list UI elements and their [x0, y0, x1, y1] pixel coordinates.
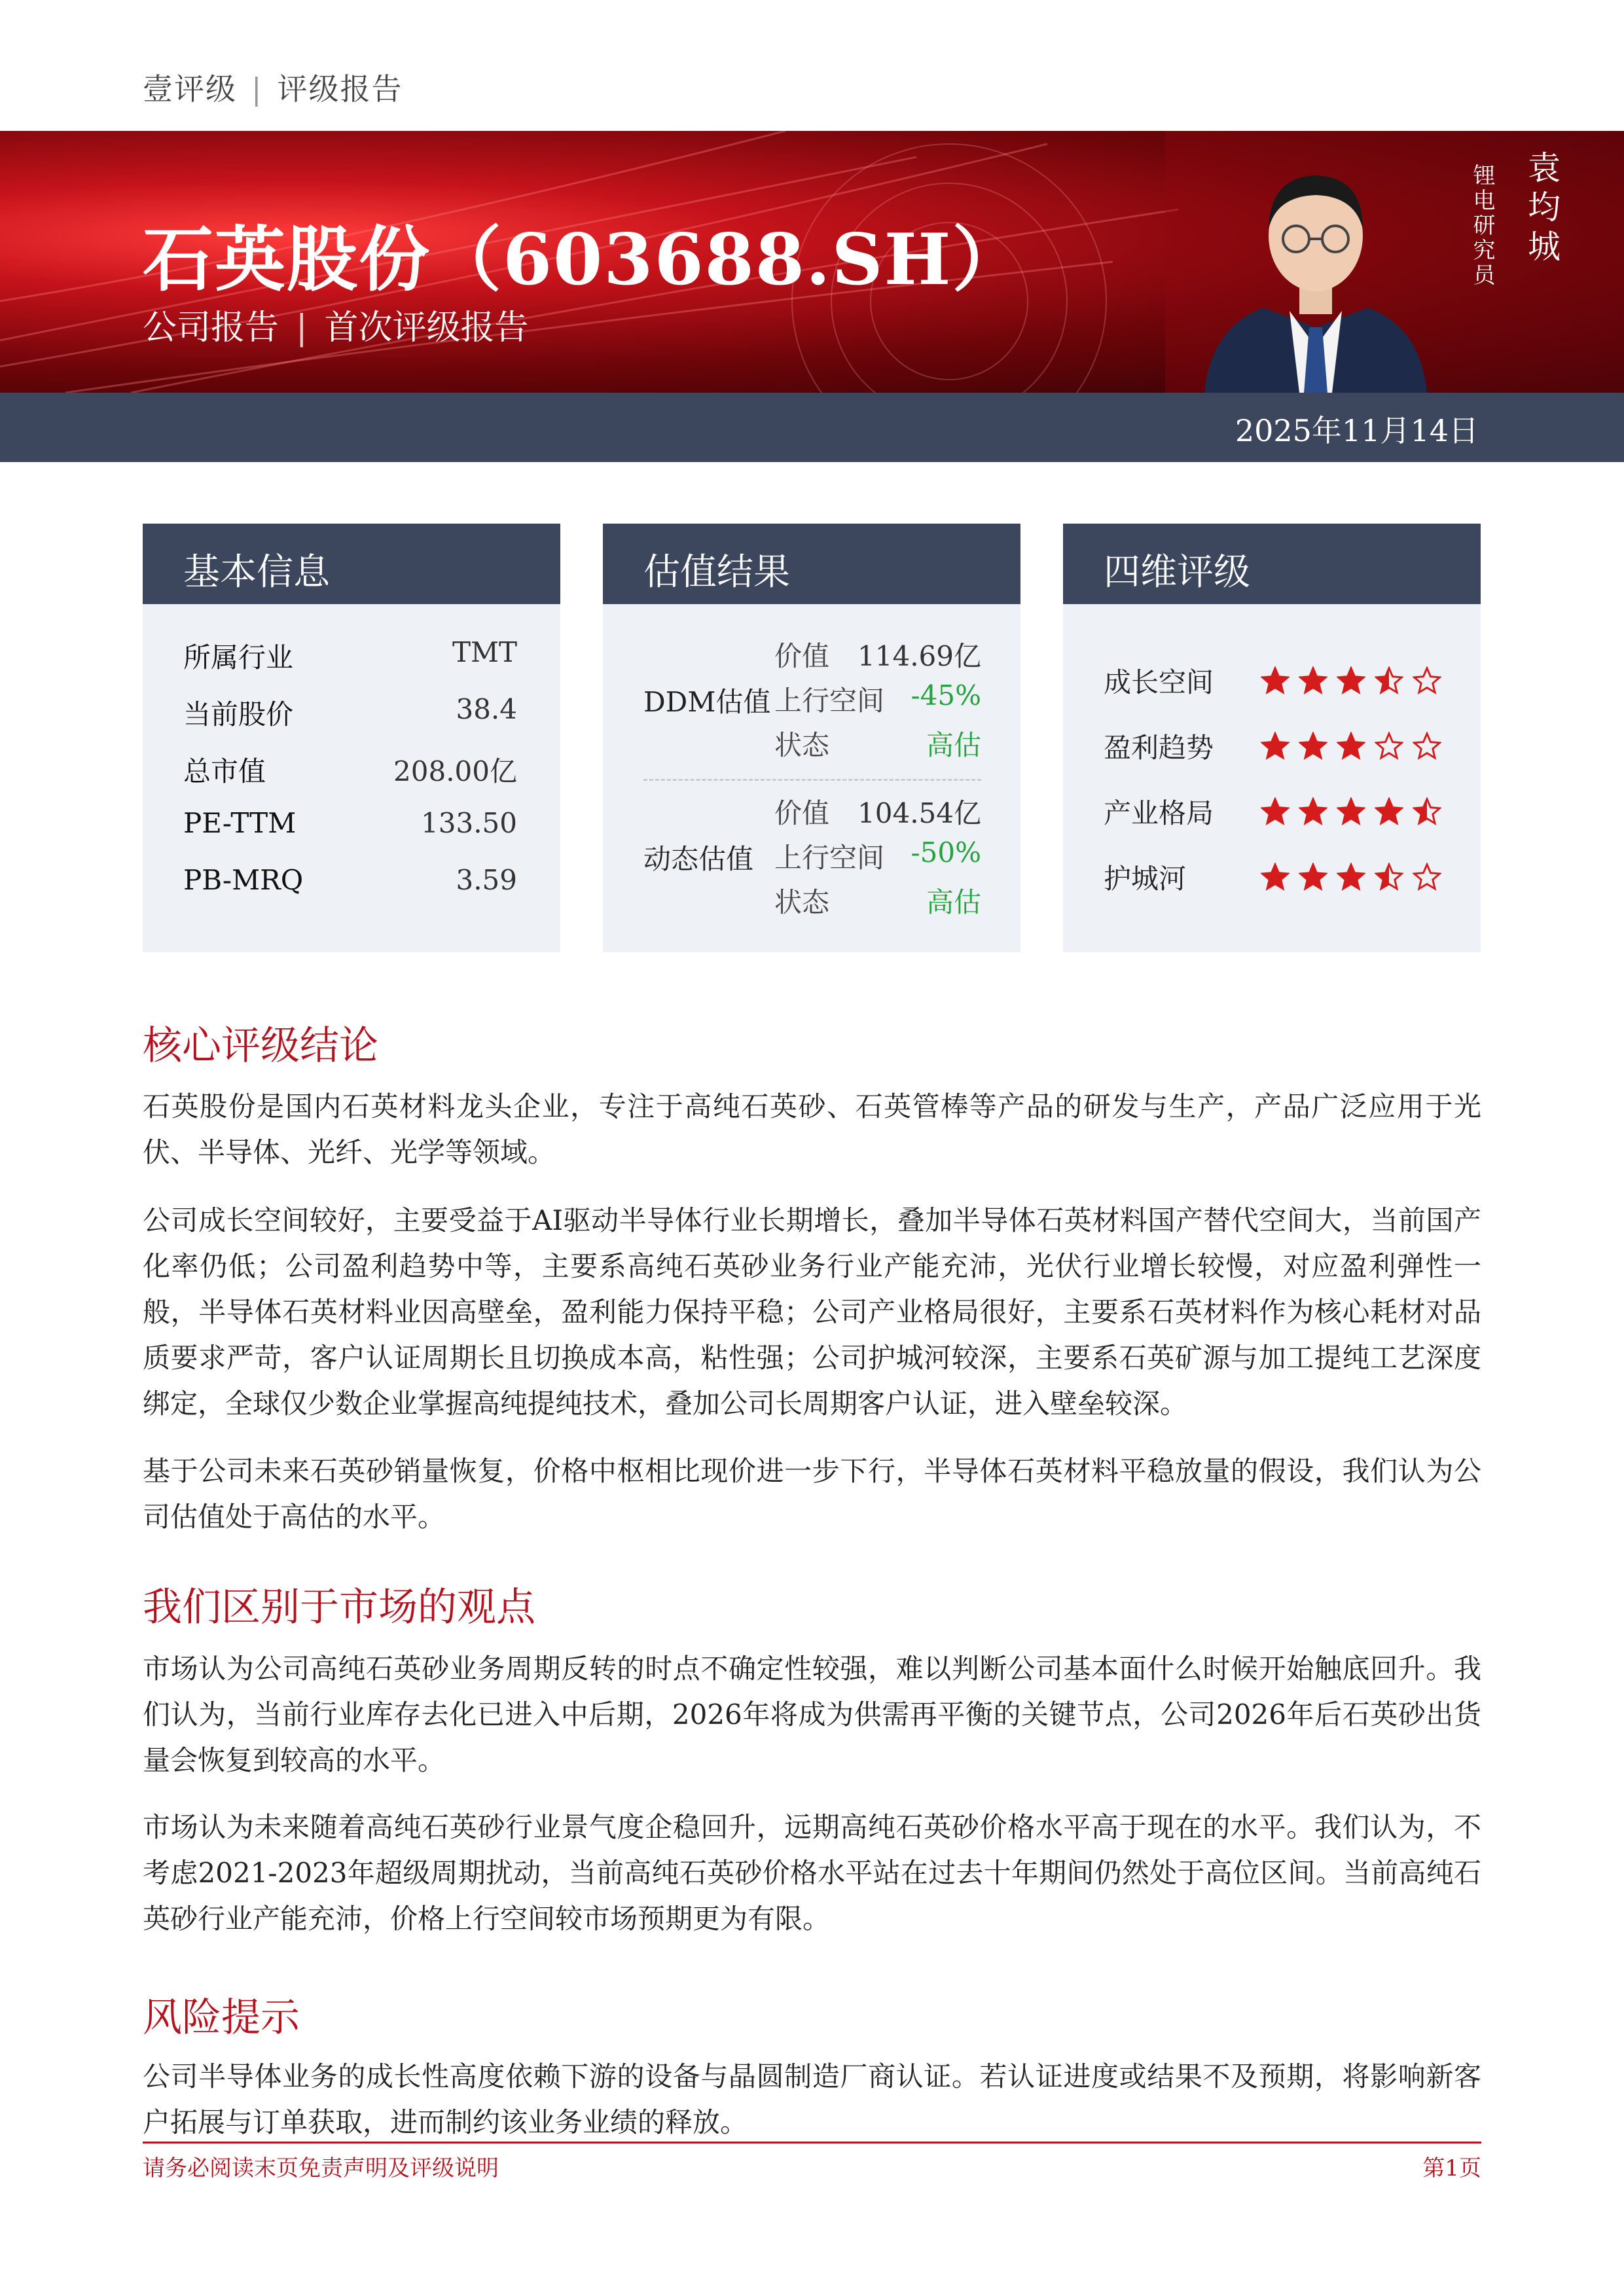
- section-heading-risk: 风险提示: [143, 1995, 300, 2041]
- star-full-icon: [1261, 797, 1290, 826]
- star-empty-icon: [1413, 666, 1441, 695]
- section-heading-core: 核心评级结论: [143, 1023, 378, 1069]
- star-full-icon: [1375, 797, 1403, 826]
- brand-name: 壹评级: [143, 71, 237, 107]
- valuation-line: [774, 881, 981, 920]
- info-value: 38.4: [456, 693, 517, 725]
- info-label: 总市值: [183, 755, 266, 787]
- rating-row: [1104, 726, 1441, 766]
- rating-label: 护城河: [1104, 863, 1187, 895]
- paragraph: 基于公司未来石英砂销量恢复，价格中枢相比现价进一步下行，半导体石英材料平稳放量的假设，我们认为公司估值处于高估的水平。: [143, 1455, 1481, 1533]
- info-label: 所属行业: [183, 641, 294, 673]
- footer-divider: [143, 2142, 1481, 2144]
- star-half-icon: [1375, 863, 1403, 891]
- star-empty-icon: [1375, 732, 1403, 761]
- star-full-icon: [1337, 666, 1365, 695]
- analyst-info: [1466, 151, 1565, 288]
- star-rating: [1261, 732, 1441, 761]
- valuation-line: [774, 724, 981, 763]
- value-label: 价值: [774, 797, 830, 829]
- valuation-line: [774, 635, 981, 674]
- valuation-method: DDM估值: [643, 686, 771, 718]
- rating-row: [1104, 661, 1441, 700]
- star-rating: [1261, 797, 1441, 826]
- top-brand-bar: [143, 65, 403, 109]
- report-category: 公司报告: [143, 308, 280, 348]
- card-title: 基本信息: [143, 524, 560, 604]
- section-heading-view: 我们区别于市场的观点: [143, 1585, 535, 1630]
- star-full-icon: [1261, 732, 1290, 761]
- valuation-method: 动态估值: [643, 843, 754, 875]
- valuation-line: [774, 792, 981, 831]
- section-name: 评级报告: [277, 71, 403, 107]
- star-full-icon: [1337, 863, 1365, 891]
- analyst-role: 锂电研究员: [1469, 164, 1495, 288]
- separator: |: [251, 71, 263, 107]
- rating-label: 产业格局: [1104, 797, 1214, 829]
- info-value: 208.00亿: [393, 755, 517, 787]
- analyst-name: 袁均城: [1523, 151, 1561, 268]
- info-label: 当前股价: [183, 698, 294, 730]
- star-full-icon: [1261, 666, 1290, 695]
- value-amount: 104.54亿: [857, 797, 981, 829]
- upside-label: 上行空间: [774, 685, 885, 717]
- value-label: 价值: [774, 640, 830, 672]
- report-banner: [0, 131, 1624, 393]
- paragraph: 市场认为公司高纯石英砂业务周期反转的时点不确定性较强，难以判断公司基本面什么时候开始触底回升。我们认为，当前行业库存去化已进入中后期，2026年将成为供需再平衡的关键节点，公司2026年后石英砂出货量会恢复到较高的水平。: [143, 1653, 1481, 1776]
- report-date: 2025年11月14日: [1235, 413, 1479, 448]
- dashed-divider: [643, 779, 981, 781]
- valuation-line: [774, 679, 981, 719]
- state-value: 高估: [926, 729, 981, 761]
- report-rating-type: 首次评级报告: [324, 308, 529, 348]
- info-value: TMT: [452, 636, 517, 668]
- upside-value: -50%: [911, 836, 981, 869]
- report-type: [143, 300, 529, 349]
- info-row: [183, 693, 517, 732]
- star-rating: [1261, 863, 1441, 891]
- card-title: 估值结果: [603, 524, 1020, 604]
- info-row: [183, 864, 517, 896]
- star-full-icon: [1261, 863, 1290, 891]
- state-label: 状态: [774, 729, 830, 761]
- star-full-icon: [1299, 797, 1327, 826]
- upside-label: 上行空间: [774, 842, 885, 874]
- paragraph: 市场认为未来随着高纯石英砂行业景气度企稳回升，远期高纯石英砂价格水平高于现在的水平。我们认为，不考虑2021-2023年超级周期扰动，当前高纯石英砂价格水平站在过去十年期间仍然处于高位区间。当前高纯石英砂行业产能充沛，价格上行空间较市场预期更为有限。: [143, 1811, 1481, 1935]
- state-value: 高估: [926, 886, 981, 918]
- analyst-portrait: [1191, 131, 1440, 393]
- state-label: 状态: [774, 886, 830, 918]
- info-row: [183, 807, 517, 839]
- star-full-icon: [1299, 666, 1327, 695]
- star-full-icon: [1337, 797, 1365, 826]
- info-value: 133.50: [421, 807, 517, 839]
- info-row: [183, 750, 517, 789]
- separator: |: [296, 308, 308, 348]
- rating-label: 盈利趋势: [1104, 732, 1214, 764]
- star-full-icon: [1299, 732, 1327, 761]
- rating-row: [1104, 792, 1441, 831]
- paragraph: 公司半导体业务的成长性高度依赖下游的设备与晶圆制造厂商认证。若认证进度或结果不及预期，将影响新客户拓展与订单获取，进而制约该业务业绩的释放。: [143, 2060, 1481, 2138]
- value-amount: 114.69亿: [857, 640, 981, 672]
- page-number: 第1页: [1422, 2155, 1481, 2181]
- paragraph: 公司成长空间较好，主要受益于AI驱动半导体行业长期增长，叠加半导体石英材料国产替代空间大，当前国产化率仍低；公司盈利趋势中等，主要系高纯石英砂业务行业产能充沛，光伏行业增长较慢，对应盈利弹性一般，半导体石英材料业因高壁垒，盈利能力保持平稳；公司产业格局很好，主要系石英材料作为核心耗材对品质要求严苛，客户认证周期长且切换成本高，粘性强；公司护城河较深，主要系石英矿源与加工提纯工艺深度绑定，全球仅少数企业掌握高纯提纯技术，叠加公司长周期客户认证，进入壁垒较深。: [143, 1204, 1481, 1420]
- basic-info-card: [143, 524, 560, 952]
- info-label: PB-MRQ: [183, 864, 304, 896]
- star-full-icon: [1299, 863, 1327, 891]
- card-title: 四维评级: [1063, 524, 1481, 604]
- valuation-line: [774, 836, 981, 876]
- upside-value: -45%: [911, 679, 981, 711]
- info-label: PE-TTM: [183, 807, 297, 839]
- info-value: 3.59: [456, 864, 517, 896]
- rating-card: [1063, 524, 1481, 952]
- disclaimer-note: 请务必阅读末页免责声明及评级说明: [143, 2155, 499, 2181]
- star-full-icon: [1337, 732, 1365, 761]
- rating-row: [1104, 857, 1441, 897]
- date-bar: [0, 393, 1624, 462]
- rating-label: 成长空间: [1104, 666, 1214, 698]
- star-empty-icon: [1413, 863, 1441, 891]
- company-title: 石英股份（603688.SH）: [143, 219, 1024, 301]
- paragraph: 石英股份是国内石英材料龙头企业，专注于高纯石英砂、石英管棒等产品的研发与生产，产品广泛应用于光伏、半导体、光纤、光学等领域。: [143, 1090, 1481, 1168]
- info-row: [183, 636, 517, 675]
- star-rating: [1261, 666, 1441, 695]
- star-half-icon: [1375, 666, 1403, 695]
- star-empty-icon: [1413, 732, 1441, 761]
- star-half-icon: [1413, 797, 1441, 826]
- valuation-card: [603, 524, 1020, 952]
